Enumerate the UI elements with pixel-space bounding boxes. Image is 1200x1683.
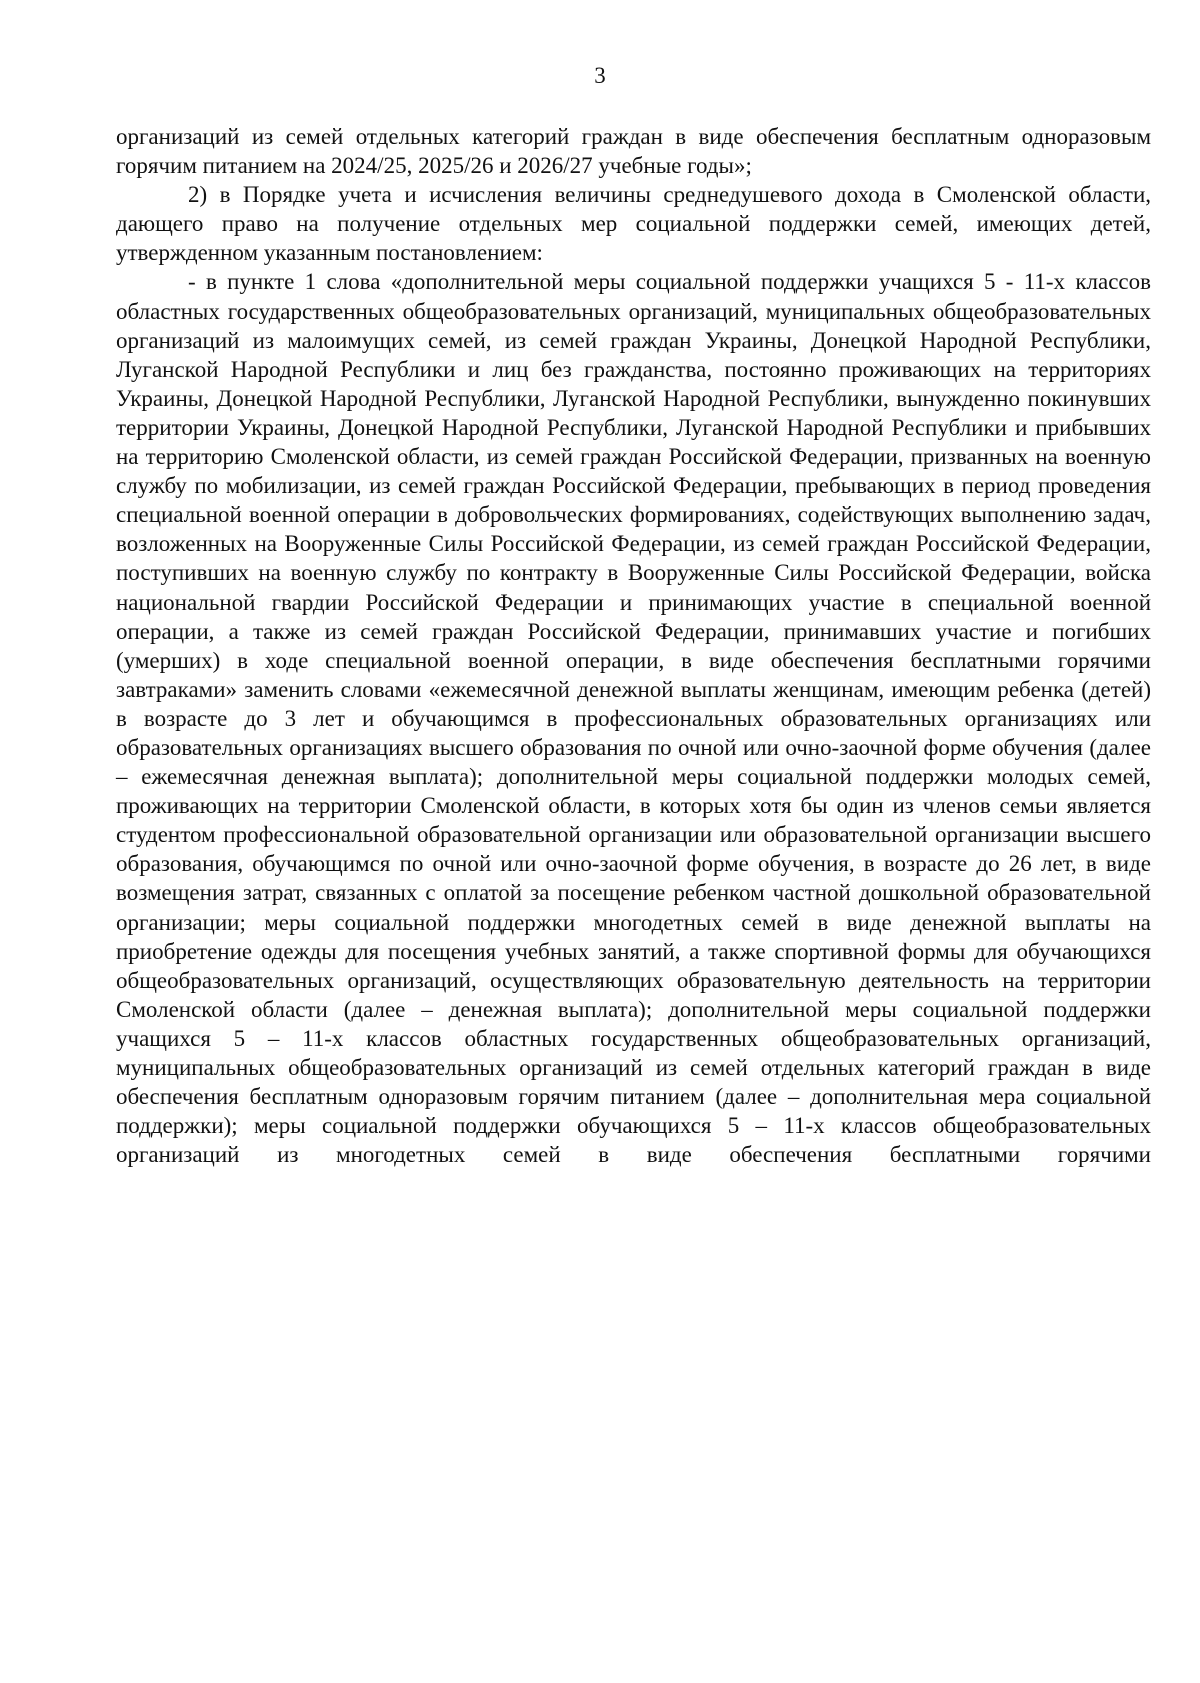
page-number: 3 [594, 63, 606, 88]
paragraph-continuation: организаций из семей отдельных категорий граждан в виде обеспечения бесплатным одноразовым горячим питанием на 2024/25, 2025/26 и 2026/27 учебные годы»; [116, 124, 1151, 179]
document-body [116, 122, 1151, 1169]
paragraph-subitem-point-1: - в пункте 1 слова «дополнительной меры социальной поддержки учащихся 5 - 11-х классов областных государственных общеобразовательных организаций, муниципальных общеобразовательных организаций из малоимущих семей, из семей граждан Украины, Донецкой Народной Республики, Луганской Народной Республики и лиц без гражданства, постоянно проживающих на территориях Украины, Донецкой Народной Республики, Луганской Народной Республики, вынужденно покинувших территории Украины, Донецкой Народной Республики, Луганской Народной Республики и прибывших на территорию Смоленской области, из семей граждан Российской Федерации, призванных на военную службу по мобилизации, из семей граждан Российской Федерации, пребывающих в период проведения специальной военной операции в добровольческих формированиях, содействующих выполнению задач, возложенных на Вооруженные Силы Российской Федерации, из семей граждан Российской Федерации, поступивших на военную службу по контракту в Вооруженные Силы Российской Федерации, войска национальной гвардии Российской Федерации и принимающих участие в специальной военной операции, а также из семей граждан Российской Федерации, принимавших участие и погибших (умерших) в ходе специальной военной операции, в виде обеспечения бесплатными горячими завтраками» заменить словами «ежемесячной денежной выплаты женщинам, имеющим ребенка (детей) в возрасте до 3 лет и обучающимся в профессиональных образовательных организациях или образовательных организациях высшего образования по очной или очно-заочной форме обучения (далее – ежемесячная денежная выплата); дополнительной меры социальной поддержки молодых семей, проживающих на территории Смоленской области, в которых хотя бы один из членов семьи является студентом профессиональной образовательной организации или образовательной организации высшего образования, обучающимся по очной или очно-заочной форме обучения, в возрасте до 26 лет, в виде возмещения затрат, связанных с оплатой за посещение ребенком частной дошкольной образовательной организации; меры социальной поддержки многодетных семей в виде денежной выплаты на приобретение одежды для посещения учебных занятий, а также спортивной формы для обучающихся общеобразовательных организаций, осуществляющих образовательную деятельность на территории Смоленской области (далее – денежная выплата); дополнительной меры социальной поддержки учащихся 5 – 11-х классов областных государственных общеобразовательных организаций, муниципальных общеобразовательных организаций из семей отдельных категорий граждан в виде обеспечения бесплатным одноразовым горячим питанием (далее – дополнительная мера социальной поддержки); меры социальной поддержки обучающихся 5 – 11-х классов общеобразовательных организаций из многодетных семей в виде обеспечения бесплатными горячими [116, 269, 1151, 1168]
paragraph-item-2: 2) в Порядке учета и исчисления величины среднедушевого дохода в Смоленской области, дающего право на получение отдельных мер социальной поддержки семей, имеющих детей, утвержденном указанным постановлением: [116, 182, 1151, 266]
